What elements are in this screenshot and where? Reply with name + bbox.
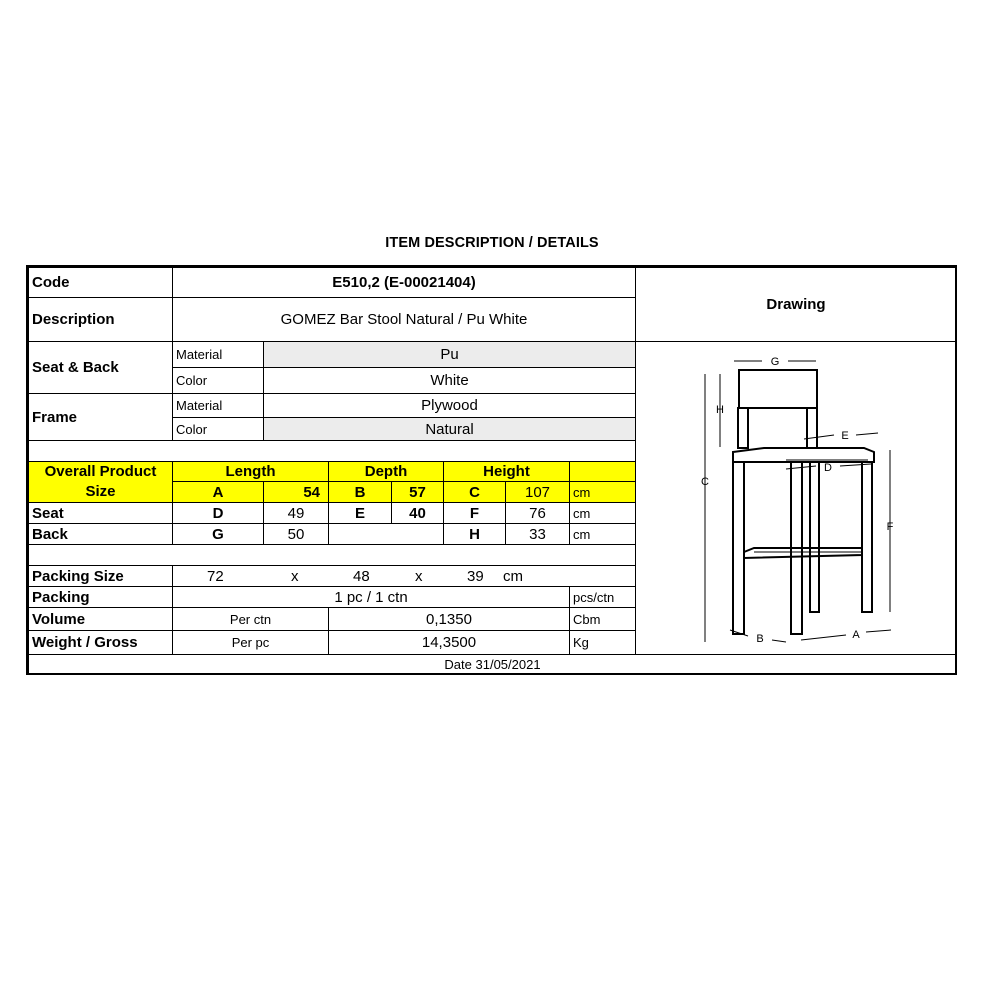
dim-a-value: 54: [263, 481, 329, 503]
weight-label: Weight / Gross: [28, 630, 173, 655]
dim-overall-unit: cm: [569, 481, 636, 503]
overall-product-size-label: [28, 461, 173, 503]
code-label: Code: [28, 267, 173, 298]
seat-dims-label: Seat: [28, 502, 173, 524]
overall-label-line-1: Overall Product: [44, 463, 157, 480]
drawing-letter-b: B: [756, 633, 764, 645]
seat-back-label: Seat & Back: [28, 341, 173, 394]
packing-size-height: 39: [467, 567, 484, 585]
weight-unit: Kg: [569, 630, 636, 655]
dim-line-e-right: [856, 433, 878, 435]
item-details-sheet: [26, 265, 957, 675]
drawing-letter-e: E: [841, 430, 849, 442]
back-blank-cell: [328, 523, 444, 545]
overall-label-line-2: Size: [85, 483, 116, 500]
volume-value: 0,1350: [328, 607, 570, 631]
date-row: Date 31/05/2021: [28, 654, 957, 675]
packing-size-width: 48: [353, 567, 370, 585]
depth-header: Depth: [328, 461, 444, 482]
weight-basis: Per pc: [172, 630, 329, 655]
weight-value: 14,3500: [328, 630, 570, 655]
back-post-left: [738, 408, 748, 448]
bar-stool-drawing: [636, 342, 957, 655]
back-leg-right: [862, 462, 872, 612]
dim-h-value: 33: [505, 523, 570, 545]
frame-label: Frame: [28, 393, 173, 441]
volume-label: Volume: [28, 607, 173, 631]
volume-unit: Cbm: [569, 607, 636, 631]
drawing-letter-f: F: [886, 521, 894, 533]
dim-d-key: D: [172, 502, 264, 524]
packing-size-x1: x: [291, 567, 299, 585]
dim-d-value: 49: [263, 502, 329, 524]
packing-value: 1 pc / 1 ctn: [172, 586, 570, 608]
volume-basis: Per ctn: [172, 607, 329, 631]
dim-g-key: G: [172, 523, 264, 545]
dim-line-e-left: [804, 435, 834, 439]
seat-back-material-label: Material: [172, 341, 264, 368]
packing-size-unit: cm: [503, 567, 523, 585]
code-value: E510,2 (E-00021404): [172, 267, 636, 298]
packing-size-length: 72: [207, 567, 224, 585]
dim-line-d-right: [840, 464, 871, 466]
drawing-letter-h: H: [716, 404, 724, 416]
dim-seat-unit: cm: [569, 502, 636, 524]
dim-f-key: F: [443, 502, 506, 524]
backrest-panel: [739, 370, 817, 408]
description-label: Description: [28, 297, 173, 342]
sheet-title: ITEM DESCRIPTION / DETAILS: [385, 235, 599, 251]
frame-material-label: Material: [172, 393, 264, 418]
packing-unit: pcs/ctn: [569, 586, 636, 608]
drawing-letter-d: D: [824, 462, 832, 474]
packing-size-x2: x: [415, 567, 423, 585]
dim-e-key: E: [328, 502, 392, 524]
packing-label: Packing: [28, 586, 173, 608]
packing-size-label: Packing Size: [28, 565, 173, 587]
height-header: Height: [443, 461, 570, 482]
dim-back-unit: cm: [569, 523, 636, 545]
dim-c-value: 107: [505, 481, 570, 503]
seat-back-material-value: Pu: [263, 341, 636, 368]
dim-b-value: 57: [391, 481, 444, 503]
frame-color-label: Color: [172, 417, 264, 441]
frame-material-value: Plywood: [263, 393, 636, 418]
drawing-letter-a: A: [852, 629, 860, 641]
dim-a-key: A: [172, 481, 264, 503]
packing-size-value-row: [172, 565, 636, 587]
seat-back-color-value: White: [263, 367, 636, 394]
length-header: Length: [172, 461, 329, 482]
frame-color-value: Natural: [263, 417, 636, 441]
back-dims-label: Back: [28, 523, 173, 545]
back-leg-left: [810, 462, 819, 612]
dim-line-a-right: [866, 630, 891, 632]
spacer-row: [28, 440, 636, 462]
front-leg-left: [733, 462, 744, 634]
dim-line-a-left: [801, 635, 846, 640]
dim-e-value: 40: [391, 502, 444, 524]
dim-c-key: C: [443, 481, 506, 503]
dim-b-key: B: [328, 481, 392, 503]
unit-header-blank: [569, 461, 636, 482]
dim-line-b-right: [772, 640, 786, 642]
seat-back-color-label: Color: [172, 367, 264, 394]
drawing-letter-g: G: [770, 356, 780, 368]
dim-g-value: 50: [263, 523, 329, 545]
description-value: GOMEZ Bar Stool Natural / Pu White: [172, 297, 636, 342]
spacer-row-2: [28, 544, 636, 566]
drawing-letter-c: C: [701, 476, 709, 488]
drawing-panel: [635, 341, 957, 655]
back-post-right: [807, 408, 817, 448]
dim-f-value: 76: [505, 502, 570, 524]
dim-h-key: H: [443, 523, 506, 545]
drawing-header: Drawing: [635, 267, 957, 342]
